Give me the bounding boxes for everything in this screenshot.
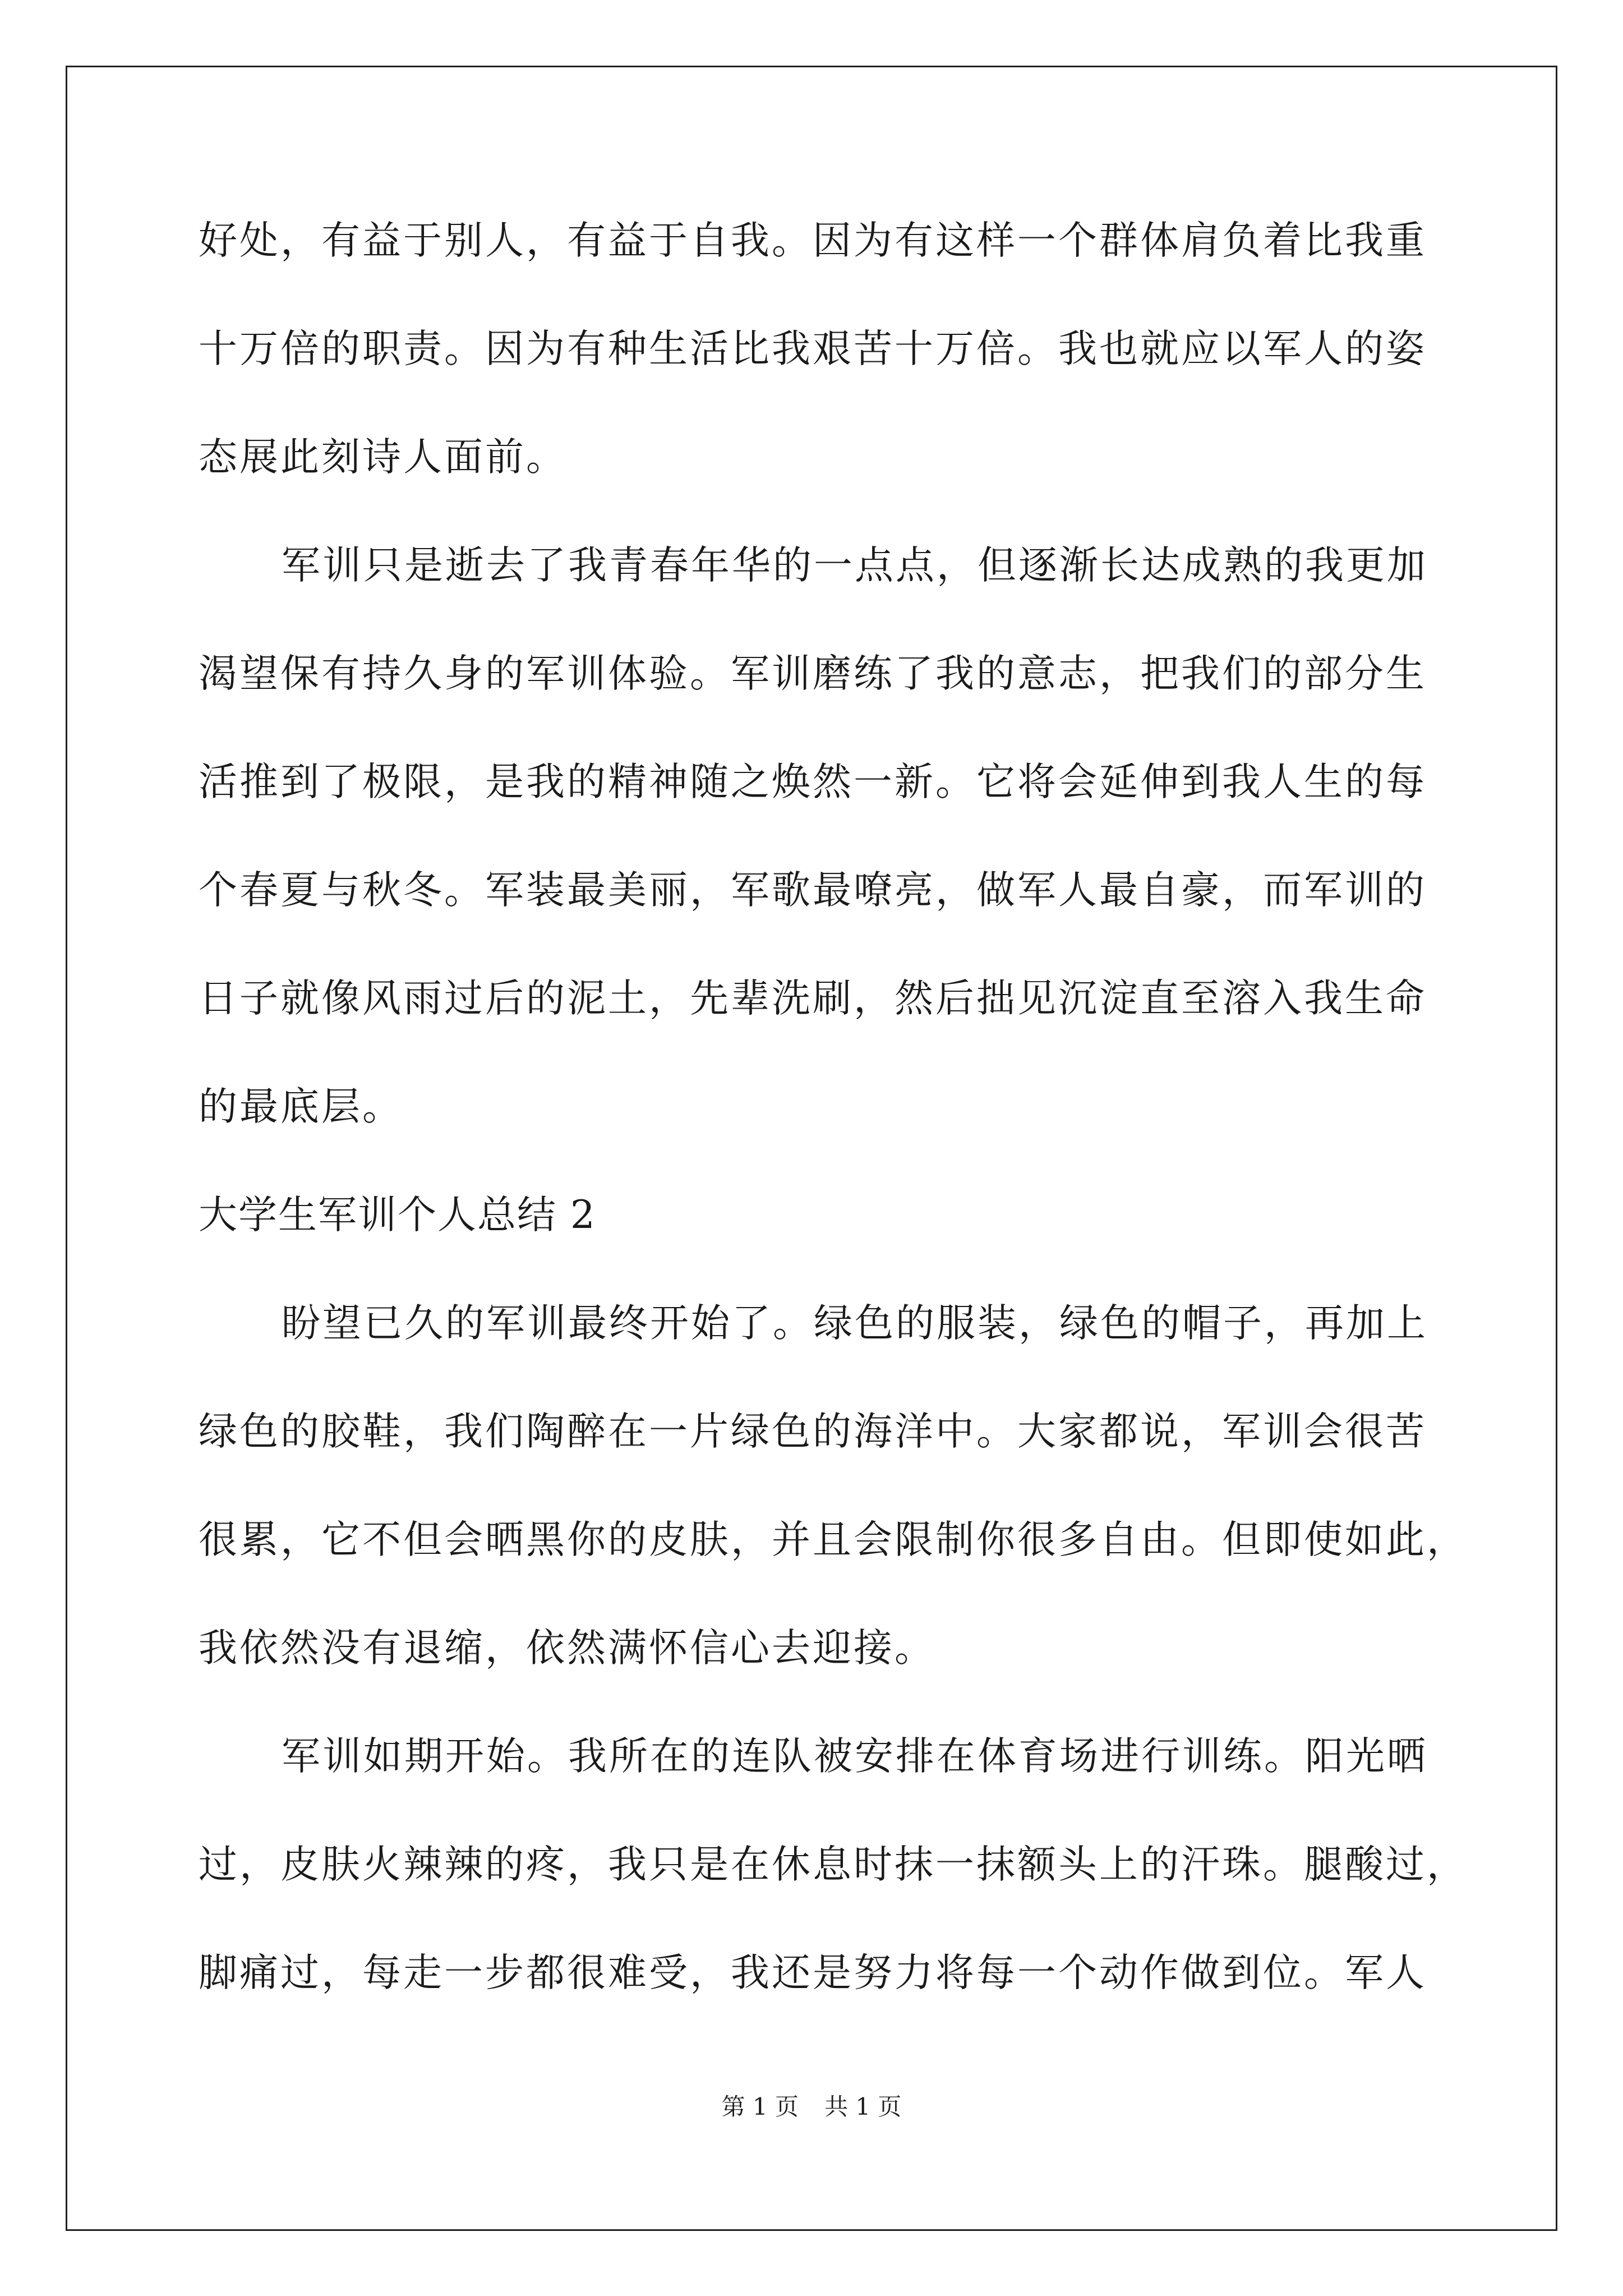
text-line-6: 活推到了极限，是我的精神随之焕然一新。它将会延伸到我人生的每: [199, 760, 1427, 804]
text-line-15: 军训如期开始。我所在的连队被安排在体育场进行训练。阳光晒: [282, 1734, 1428, 1779]
text-line-3: 态展此刻诗人面前。: [199, 435, 567, 480]
text-line-7: 个春夏与秋冬。军装最美丽，军歌最嘹亮，做军人最自豪，而军训的: [199, 868, 1427, 913]
text-line-13: 很累，它不但会晒黑你的皮肤，并且会限制你很多自由。但即使如此，: [199, 1517, 1468, 1562]
text-line-4: 军训只是逝去了我青春年华的一点点，但逐渐长达成熟的我更加: [282, 543, 1428, 588]
document-body: [199, 218, 1468, 2062]
text-line-17: 脚痛过，每走一步都很难受，我还是努力将每一个动作做到位。军人: [199, 1950, 1427, 1995]
text-line-14: 我依然没有退缩，依然满怀信心去迎接。: [199, 1626, 935, 1671]
page-footer: [0, 2095, 1623, 2119]
text-line-16: 过，皮肤火辣辣的疼，我只是在休息时抹一抹额头上的汗珠。腿酸过，: [199, 1842, 1468, 1887]
text-line-12: 绿色的胶鞋，我们陶醉在一片绿色的海洋中。大家都说，军训会很苦: [199, 1409, 1427, 1454]
text-line-9: 的最底层。: [199, 1084, 403, 1129]
text-line-2: 十万倍的职责。因为有种生活比我艰苦十万倍。我也就应以军人的姿: [199, 326, 1427, 371]
page-number: 第 1 页: [721, 2093, 799, 2120]
text-line-8: 日子就像风雨过后的泥土，先辈洗刷，然后拙见沉淀直至溶入我生命: [199, 976, 1427, 1021]
text-line-11: 盼望已久的军训最终开始了。绿色的服装，绿色的帽子，再加上: [282, 1301, 1428, 1346]
text-line-1: 好处，有益于别人，有益于自我。因为有这样一个群体肩负着比我重: [199, 218, 1427, 263]
section-heading: 大学生军训个人总结 2: [199, 1193, 596, 1237]
page-total: 共 1 页: [824, 2093, 902, 2120]
text-line-5: 渴望保有持久身的军训体验。军训磨练了我的意志，把我们的部分生: [199, 651, 1427, 696]
